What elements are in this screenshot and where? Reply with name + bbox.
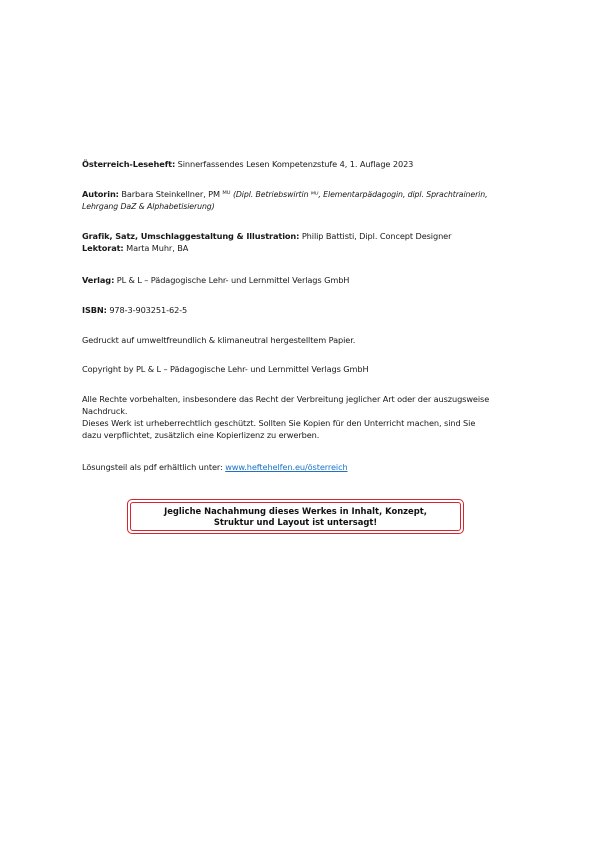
author-line xyxy=(82,188,522,201)
graphics-line xyxy=(82,230,522,242)
solutions-link[interactable]: www.heftehelfen.eu/österreich xyxy=(225,462,348,472)
publisher-label: Verlag: xyxy=(82,275,115,285)
author-section xyxy=(82,188,522,213)
isbn-value: 978-3-903251-62-5 xyxy=(106,305,188,315)
editing-label: Lektorat: xyxy=(82,243,124,253)
notice-inner-frame xyxy=(130,502,461,531)
solutions-line xyxy=(82,461,522,473)
copyright-note: Copyright by PL & L – Pädagogische Lehr- und Lernmittel Verlags GmbH xyxy=(82,364,369,374)
title-line xyxy=(82,158,522,170)
solutions-text: Lösungsteil als pdf erhältlich unter: xyxy=(82,462,226,472)
author-name: Barbara Steinkellner, PM ᴹᵁ xyxy=(118,189,233,199)
editing-value: Marta Muhr, BA xyxy=(123,243,189,253)
title-value: Sinnerfassendes Lesen Kompetenzstufe 4, 1. Auflage 2023 xyxy=(175,159,414,169)
graphics-value: Philip Battisti, Dipl. Concept Designer xyxy=(299,231,452,241)
publisher-line xyxy=(82,274,522,286)
copy-protection-notice xyxy=(127,499,464,534)
rights-line-2: Nachdruck. xyxy=(82,406,128,416)
rights-section xyxy=(82,393,522,441)
isbn-label: ISBN: xyxy=(82,305,107,315)
notice-line-2: Struktur und Layout ist untersagt! xyxy=(213,516,378,527)
publisher-value: PL & L – Pädagogische Lehr- und Lernmittel Verlags GmbH xyxy=(114,275,350,285)
author-label: Autorin: xyxy=(82,189,119,199)
rights-line-3: Dieses Werk ist urheberrechtlich geschützt. Sollten Sie Kopien für den Unterricht machen, sind Sie xyxy=(82,418,476,428)
author-details: (Dipl. Betriebswirtin ᴹᵁ, Elementarpädagogin, dipl. Sprachtrainerin, xyxy=(232,190,488,199)
credits-section xyxy=(82,230,522,254)
notice-line-1: Jegliche Nachahmung dieses Werkes in Inhalt, Konzept, xyxy=(164,505,427,516)
rights-line-1: Alle Rechte vorbehalten, insbesondere das Recht der Verbreitung jeglicher Art oder der auszugsweise xyxy=(82,394,490,404)
author-details-continued: Lehrgang DaZ & Alphabetisierung) xyxy=(82,202,215,211)
rights-line-4: dazu verpflichtet, zusätzlich eine Kopierlizenz zu erwerben. xyxy=(82,430,320,440)
graphics-label: Grafik, Satz, Umschlaggestaltung & Illustration: xyxy=(82,231,300,241)
editing-line xyxy=(82,242,522,254)
isbn-line xyxy=(82,304,522,316)
printed-note: Gedruckt auf umweltfreundlich & klimaneutral hergestelltem Papier. xyxy=(82,335,356,345)
title-label: Österreich-Leseheft: xyxy=(82,159,176,169)
